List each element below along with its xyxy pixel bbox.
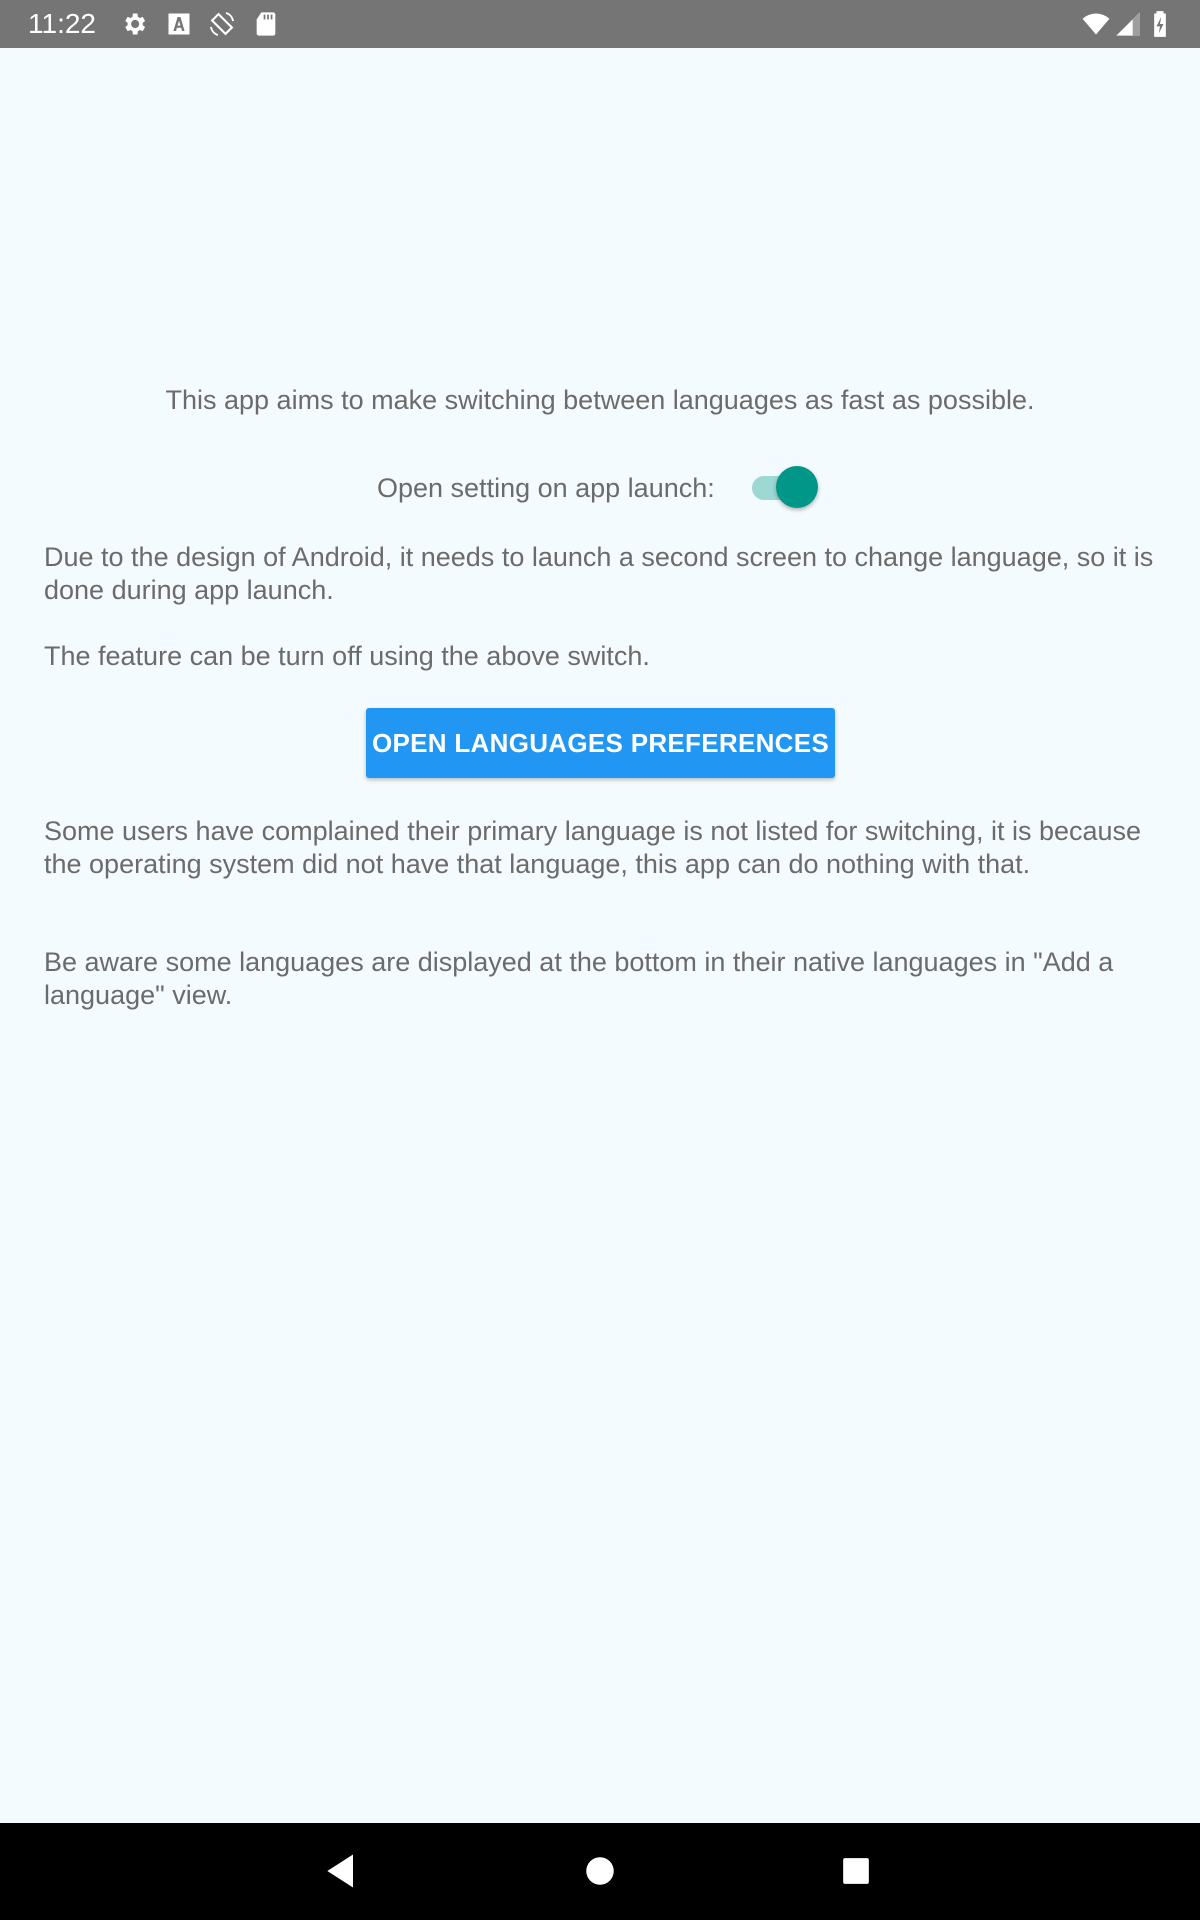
- switch-thumb: [776, 466, 818, 508]
- navigation-bar: [0, 1823, 1200, 1920]
- launch-setting-row: [0, 458, 1200, 518]
- cellular-signal-icon: [1114, 10, 1142, 38]
- home-icon[interactable]: [578, 1849, 622, 1893]
- main-content: [0, 48, 1200, 1823]
- native-languages-text: Be aware some languages are displayed at the bottom in their native languages in "Add a language" view.: [44, 947, 1114, 1010]
- android-design-text: Due to the design of Android, it needs to launch a second screen to change language, so it is done during app launch.: [44, 542, 1154, 605]
- back-icon[interactable]: [320, 1849, 364, 1893]
- status-bar: [0, 0, 1200, 48]
- battery-charging-icon: [1150, 10, 1170, 38]
- open-languages-preferences-button[interactable]: OPEN LANGUAGES PREFERENCES: [366, 708, 835, 778]
- screen-rotation-icon: [208, 10, 236, 38]
- status-time: 11:22: [28, 8, 96, 39]
- wifi-icon: [1080, 10, 1112, 38]
- recents-icon[interactable]: [834, 1849, 878, 1893]
- switch-label: Open setting on app launch:: [377, 473, 715, 503]
- gear-icon: [120, 10, 148, 38]
- intro-text: This app aims to make switching between languages as fast as possible.: [165, 385, 1035, 415]
- text-a-icon: [165, 10, 193, 38]
- sd-card-icon: [252, 10, 280, 38]
- open-on-launch-switch[interactable]: [748, 466, 820, 510]
- feature-off-text: The feature can be turn off using the above switch.: [44, 641, 650, 671]
- complaints-text: Some users have complained their primary language is not listed for switching, it is because the operating system did not have that language, this app can do nothing with that.: [44, 816, 1142, 879]
